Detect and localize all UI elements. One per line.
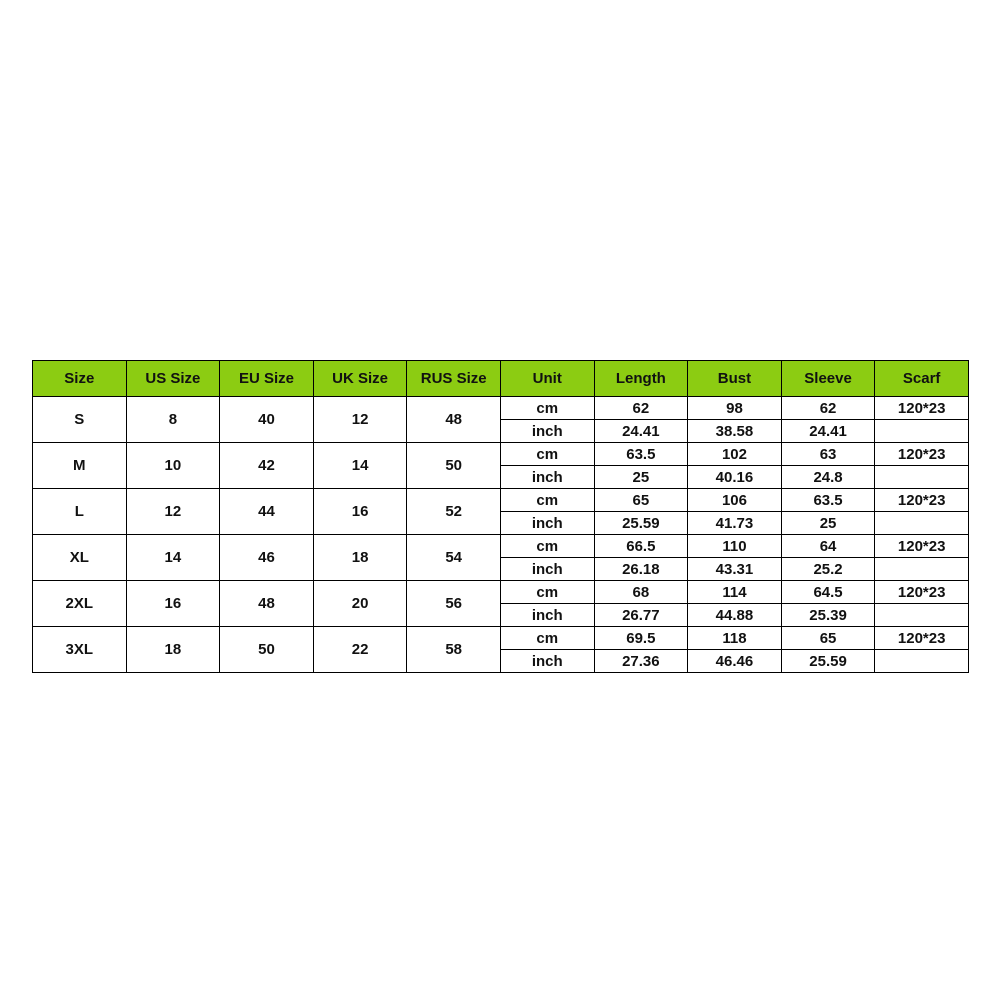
- header-eu-size: EU Size: [220, 361, 314, 397]
- table-row-cm: [33, 581, 969, 604]
- unit-cell: cm: [500, 489, 594, 512]
- unit-cell: cm: [500, 535, 594, 558]
- length-cell: 62: [594, 397, 688, 420]
- length-cell: 26.77: [594, 604, 688, 627]
- length-cell: 63.5: [594, 443, 688, 466]
- length-cell: 25: [594, 466, 688, 489]
- table-row-cm: [33, 535, 969, 558]
- us-size-cell: 12: [126, 489, 220, 535]
- eu-size-cell: 42: [220, 443, 314, 489]
- unit-cell: cm: [500, 581, 594, 604]
- sleeve-cell: 25.2: [781, 558, 875, 581]
- header-size: Size: [33, 361, 127, 397]
- unit-cell: inch: [500, 420, 594, 443]
- sleeve-cell: 63: [781, 443, 875, 466]
- bust-cell: 46.46: [688, 650, 782, 673]
- scarf-cell: 120*23: [875, 443, 969, 466]
- unit-cell: inch: [500, 466, 594, 489]
- unit-cell: inch: [500, 558, 594, 581]
- sleeve-cell: 25.59: [781, 650, 875, 673]
- bust-cell: 118: [688, 627, 782, 650]
- header-scarf: Scarf: [875, 361, 969, 397]
- size-cell: XL: [33, 535, 127, 581]
- length-cell: 26.18: [594, 558, 688, 581]
- bust-cell: 43.31: [688, 558, 782, 581]
- bust-cell: 40.16: [688, 466, 782, 489]
- bust-cell: 114: [688, 581, 782, 604]
- scarf-cell: 120*23: [875, 535, 969, 558]
- sleeve-cell: 25.39: [781, 604, 875, 627]
- us-size-cell: 10: [126, 443, 220, 489]
- header-row: [33, 361, 969, 397]
- eu-size-cell: 48: [220, 581, 314, 627]
- table-row-cm: [33, 397, 969, 420]
- sleeve-cell: 64: [781, 535, 875, 558]
- rus-size-cell: 54: [407, 535, 501, 581]
- unit-cell: cm: [500, 627, 594, 650]
- unit-cell: inch: [500, 604, 594, 627]
- header-us-size: US Size: [126, 361, 220, 397]
- rus-size-cell: 48: [407, 397, 501, 443]
- header-unit: Unit: [500, 361, 594, 397]
- table-row-cm: [33, 489, 969, 512]
- bust-cell: 106: [688, 489, 782, 512]
- length-cell: 24.41: [594, 420, 688, 443]
- eu-size-cell: 46: [220, 535, 314, 581]
- size-cell: 3XL: [33, 627, 127, 673]
- sleeve-cell: 25: [781, 512, 875, 535]
- header-rus-size: RUS Size: [407, 361, 501, 397]
- eu-size-cell: 44: [220, 489, 314, 535]
- bust-cell: 98: [688, 397, 782, 420]
- uk-size-cell: 18: [313, 535, 407, 581]
- header-length: Length: [594, 361, 688, 397]
- length-cell: 69.5: [594, 627, 688, 650]
- header-uk-size: UK Size: [313, 361, 407, 397]
- length-cell: 65: [594, 489, 688, 512]
- eu-size-cell: 40: [220, 397, 314, 443]
- size-cell: 2XL: [33, 581, 127, 627]
- bust-cell: 38.58: [688, 420, 782, 443]
- unit-cell: cm: [500, 443, 594, 466]
- rus-size-cell: 52: [407, 489, 501, 535]
- unit-cell: cm: [500, 397, 594, 420]
- sleeve-cell: 64.5: [781, 581, 875, 604]
- header-sleeve: Sleeve: [781, 361, 875, 397]
- scarf-empty-cell: [875, 650, 969, 673]
- bust-cell: 102: [688, 443, 782, 466]
- size-cell: M: [33, 443, 127, 489]
- rus-size-cell: 56: [407, 581, 501, 627]
- sleeve-cell: 24.8: [781, 466, 875, 489]
- rus-size-cell: 58: [407, 627, 501, 673]
- scarf-empty-cell: [875, 604, 969, 627]
- uk-size-cell: 16: [313, 489, 407, 535]
- us-size-cell: 14: [126, 535, 220, 581]
- scarf-empty-cell: [875, 420, 969, 443]
- size-chart-table: [32, 360, 969, 673]
- bust-cell: 41.73: [688, 512, 782, 535]
- header-bust: Bust: [688, 361, 782, 397]
- length-cell: 25.59: [594, 512, 688, 535]
- sleeve-cell: 24.41: [781, 420, 875, 443]
- uk-size-cell: 22: [313, 627, 407, 673]
- us-size-cell: 16: [126, 581, 220, 627]
- scarf-empty-cell: [875, 558, 969, 581]
- uk-size-cell: 20: [313, 581, 407, 627]
- bust-cell: 44.88: [688, 604, 782, 627]
- scarf-cell: 120*23: [875, 397, 969, 420]
- sleeve-cell: 65: [781, 627, 875, 650]
- eu-size-cell: 50: [220, 627, 314, 673]
- unit-cell: inch: [500, 512, 594, 535]
- length-cell: 27.36: [594, 650, 688, 673]
- sleeve-cell: 63.5: [781, 489, 875, 512]
- rus-size-cell: 50: [407, 443, 501, 489]
- uk-size-cell: 14: [313, 443, 407, 489]
- size-chart-body: [33, 397, 969, 673]
- sleeve-cell: 62: [781, 397, 875, 420]
- unit-cell: inch: [500, 650, 594, 673]
- table-row-cm: [33, 627, 969, 650]
- size-cell: S: [33, 397, 127, 443]
- us-size-cell: 18: [126, 627, 220, 673]
- scarf-empty-cell: [875, 512, 969, 535]
- bust-cell: 110: [688, 535, 782, 558]
- scarf-cell: 120*23: [875, 489, 969, 512]
- size-cell: L: [33, 489, 127, 535]
- table-row-cm: [33, 443, 969, 466]
- scarf-empty-cell: [875, 466, 969, 489]
- length-cell: 66.5: [594, 535, 688, 558]
- uk-size-cell: 12: [313, 397, 407, 443]
- scarf-cell: 120*23: [875, 627, 969, 650]
- length-cell: 68: [594, 581, 688, 604]
- scarf-cell: 120*23: [875, 581, 969, 604]
- us-size-cell: 8: [126, 397, 220, 443]
